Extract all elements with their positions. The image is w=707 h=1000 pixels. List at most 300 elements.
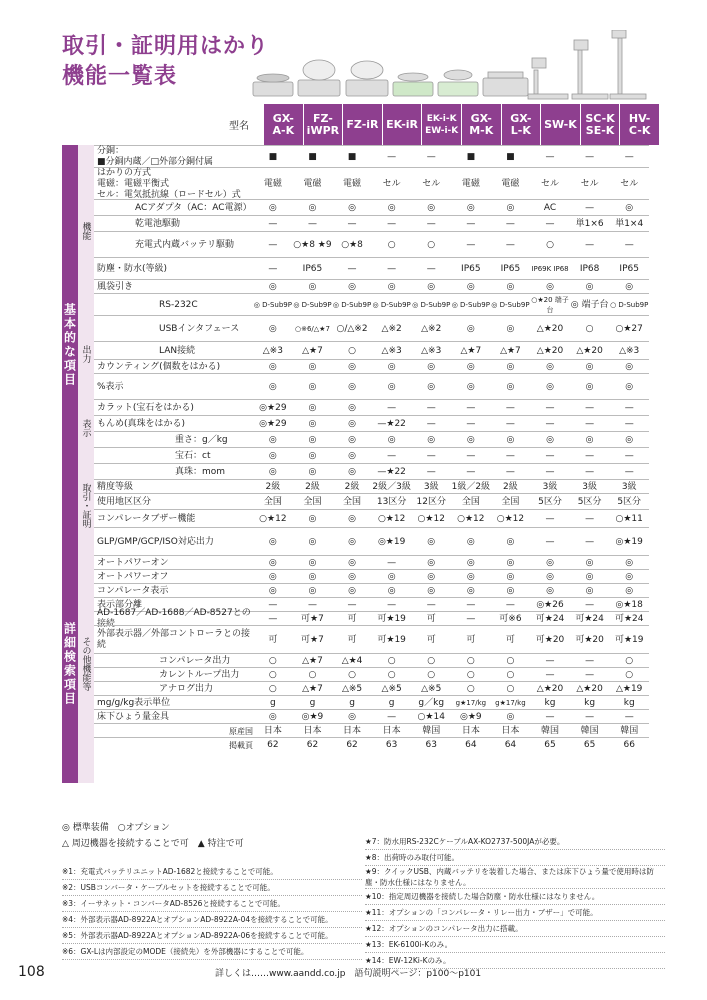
row-label: 充電式内蔵バッテリ駆動 xyxy=(135,239,235,250)
row-label: 分銅： ■分銅内蔵／□外部分銅付属 xyxy=(97,146,214,167)
table-cell: 日本 xyxy=(382,726,401,736)
table-cell: ◎ xyxy=(466,572,475,582)
table-cell: △★7 xyxy=(500,346,521,356)
table-cell: ◎ xyxy=(625,558,634,568)
table-cell: ◎ xyxy=(506,362,515,372)
row-label: コンパレータ表示 xyxy=(97,585,169,596)
table-cell: ◎ xyxy=(546,382,554,392)
table-cell: ◎ xyxy=(466,362,475,372)
table-cell: — xyxy=(545,467,555,477)
table-cell: ○★14 xyxy=(417,712,445,722)
table-cell: ○★20 端子台 xyxy=(531,296,569,314)
table-cell: ◎ xyxy=(625,586,634,596)
table-cell: — xyxy=(268,614,278,624)
table-row xyxy=(94,341,649,359)
table-cell: — xyxy=(545,656,555,666)
table-cell: ◎ xyxy=(348,419,356,429)
table-cell: 電磁 xyxy=(303,179,322,189)
table-cell: ◎ xyxy=(585,572,594,582)
table-cell: 韓国 xyxy=(422,726,441,736)
table-cell: ○ xyxy=(585,324,594,334)
table-row xyxy=(94,709,649,723)
model-col: SW-K xyxy=(540,104,580,145)
table-cell: △※3 xyxy=(421,346,442,356)
table-cell: 62 xyxy=(306,740,319,750)
table-cell: ◎ xyxy=(466,537,475,547)
table-cell: ◎ xyxy=(348,282,356,292)
table-cell: ◎ xyxy=(268,586,277,596)
table-cell: ◎ xyxy=(308,435,317,445)
table-cell: ◎ xyxy=(427,572,436,582)
table-cell: g xyxy=(270,698,276,708)
note: ★9：クイックUSB、内蔵バッテリを装着した場合、または床下ひょう量で使用時は防塵・防水仕様にはなりません。 xyxy=(365,866,665,889)
table-cell: ◎ D-Sub9P xyxy=(491,301,530,309)
table-cell: ◎ xyxy=(387,362,396,372)
table-cell: ◎ xyxy=(427,537,436,547)
table-cell: 66 xyxy=(623,740,635,750)
table-cell: — xyxy=(505,240,515,250)
model-col: FZ-iR xyxy=(342,104,382,145)
table-cell: ○ xyxy=(387,670,396,680)
table-cell: — xyxy=(466,451,476,461)
table-cell: — xyxy=(426,219,436,229)
table-cell: — xyxy=(585,670,595,680)
table-cell: 5区分 xyxy=(577,497,602,507)
table-cell: 65 xyxy=(544,740,556,750)
table-cell: 63 xyxy=(425,740,437,750)
table-cell: ◎ xyxy=(308,403,317,413)
table-cell: ◎ xyxy=(466,324,475,334)
table-cell: — xyxy=(426,264,436,274)
table-cell: — xyxy=(585,403,595,413)
table-cell: 可 xyxy=(505,635,515,645)
table-cell: — xyxy=(585,203,595,213)
table-cell: △★7 xyxy=(302,684,323,694)
row-label: 真珠：mom xyxy=(175,466,226,477)
table-cell: 全国 xyxy=(501,497,520,507)
row-label: 表示部分離 xyxy=(97,599,143,610)
table-cell: ◎ xyxy=(268,362,277,372)
row-label: 精度等級 xyxy=(97,481,134,492)
table-cell: 電磁 xyxy=(501,179,520,189)
table-cell: 日本 xyxy=(501,726,520,736)
table-row xyxy=(94,373,649,399)
table-cell: ◎ xyxy=(308,514,317,524)
table-cell: — xyxy=(585,712,595,722)
row-label: 使用地区区分 xyxy=(97,496,152,507)
table-cell: 可★24 xyxy=(575,614,604,624)
table-cell: 3級 xyxy=(621,482,637,492)
note: ※4：外部表示器AD-8922AとオプションAD-8922A-04を接続することで可能。 xyxy=(62,912,362,928)
row-label: RS-232C xyxy=(159,299,198,310)
table-cell: ◎ xyxy=(348,435,356,445)
table-cell: 2級 xyxy=(344,482,360,492)
table-row xyxy=(94,493,649,509)
model-col: EK-i-K EW-i-K xyxy=(421,104,461,145)
model-col: GX- M-K xyxy=(461,104,501,145)
table-cell: — xyxy=(466,219,476,229)
table-cell: △※3 xyxy=(262,346,283,356)
note: ★12：オプションのコンパレータ出力に搭載。 xyxy=(365,921,665,937)
table-cell: ◎ xyxy=(506,282,515,292)
table-cell: ◎ xyxy=(348,586,356,596)
table-cell: 可 xyxy=(268,635,278,645)
table-cell: — xyxy=(585,514,595,524)
table-cell: IP65 xyxy=(619,264,639,274)
table-cell: セル xyxy=(541,179,560,189)
table-row xyxy=(94,359,649,373)
table-cell: △★7 xyxy=(302,656,323,666)
table-cell: — xyxy=(624,451,634,461)
table-cell: ◎ D-Sub9P xyxy=(332,301,372,309)
note: ★7：防水用RS-232CケーブルAX-KO2737-500JAが必要。 xyxy=(365,834,665,850)
row-label: 風袋引き xyxy=(97,281,134,292)
row-label: mg/g/kg表示単位 xyxy=(97,697,171,708)
table-cell: ◎ xyxy=(308,537,317,547)
table-row xyxy=(94,583,649,597)
table-cell: — xyxy=(545,152,555,162)
table-cell: 可 xyxy=(466,635,476,645)
table-cell: ◎★19 xyxy=(615,537,643,547)
table-cell: ◎ xyxy=(387,382,396,392)
table-cell: ◎ xyxy=(466,382,475,392)
table-cell: ◎★9 xyxy=(460,712,482,722)
table-cell: ◎ xyxy=(427,435,436,445)
note: ※5：外部表示器AD-8922AとオプションAD-8922A-06を接続することで可能。 xyxy=(62,928,362,944)
table-cell: ■ xyxy=(466,152,476,162)
table-cell: ◎ xyxy=(348,382,356,392)
table-cell: △★19 xyxy=(615,684,643,694)
row-label: カラット(宝石をはかる) xyxy=(97,402,194,413)
table-cell: ◎★19 xyxy=(377,537,406,547)
table-cell: ○★8 ★9 xyxy=(293,240,332,250)
table-cell: 単1×6 xyxy=(575,219,604,229)
table-cell: ◎ xyxy=(268,451,277,461)
table-cell: 3級 xyxy=(582,482,597,492)
table-cell: — xyxy=(426,419,436,429)
table-cell: IP65 xyxy=(500,264,521,274)
table-cell: ■ xyxy=(268,152,278,162)
table-cell: — xyxy=(505,467,515,477)
table-row xyxy=(94,608,649,629)
table-row xyxy=(94,527,649,555)
table-cell: ◎ xyxy=(268,203,277,213)
table-cell: — xyxy=(585,600,595,610)
table-cell: — xyxy=(545,451,555,461)
table-cell: ◎ xyxy=(585,586,594,596)
row-label: %表示 xyxy=(97,381,124,392)
table-cell: — xyxy=(585,451,595,461)
table-cell: △※3 xyxy=(381,346,402,356)
row-label: カレントループ出力 xyxy=(159,669,240,680)
table-cell: △★7 xyxy=(460,346,482,356)
table-cell: ◎ xyxy=(506,586,515,596)
table-cell: ◎ xyxy=(387,586,396,596)
table-cell: ○★12 xyxy=(259,514,287,524)
table-cell: ◎ xyxy=(308,203,317,213)
table-cell: g／kg xyxy=(418,698,445,708)
table-cell: △★20 xyxy=(576,346,603,356)
table-cell: — xyxy=(624,403,634,413)
table-cell: ◎ xyxy=(268,558,277,568)
table-cell: — xyxy=(387,152,397,162)
table-cell: ○ xyxy=(387,240,396,250)
table-cell: 可 xyxy=(347,614,357,624)
table-cell: ◎ xyxy=(308,558,317,568)
row-label: GLP/GMP/GCP/ISO対応出力 xyxy=(97,536,214,547)
table-cell: ◎ xyxy=(308,362,317,372)
note: ※1：充電式バッテリユニットAD-1682と接続することで可能。 xyxy=(62,864,362,880)
table-cell: — xyxy=(387,712,397,722)
table-cell: ◎ xyxy=(625,362,634,372)
table-cell: — xyxy=(426,467,436,477)
table-cell: 全国 xyxy=(461,497,480,507)
table-cell: 5区分 xyxy=(617,497,642,507)
table-cell: ○★8 xyxy=(341,240,363,250)
table-cell: 63 xyxy=(385,740,398,750)
table-cell: ◎ xyxy=(348,403,356,413)
table-cell: ○★12 xyxy=(417,514,445,524)
table-cell: ◎ xyxy=(268,572,277,582)
table-cell: — xyxy=(505,419,515,429)
model-header xyxy=(225,104,659,145)
table-cell: ◎ xyxy=(427,586,436,596)
table-cell: △★20 xyxy=(576,684,603,694)
note: ※6：GX-Lは内部設定のMODE（接続先）を外部機器にすることで可能。 xyxy=(62,944,362,960)
table-cell: — xyxy=(585,152,595,162)
table-cell: ◎ xyxy=(268,324,277,334)
table-cell: ◎ D-Sub9P xyxy=(372,301,411,309)
table-cell: 可★24 xyxy=(614,614,644,624)
table-cell: 電磁 xyxy=(263,179,282,189)
table-cell: — xyxy=(624,240,634,250)
table-cell: — xyxy=(307,219,317,229)
table-cell: 12区分 xyxy=(416,497,446,507)
table-cell: — xyxy=(585,537,595,547)
table-cell: — xyxy=(624,419,634,429)
row-label: コンパレータ出力 xyxy=(159,655,231,666)
table-cell: ○ xyxy=(546,240,554,250)
table-cell: 可 xyxy=(347,635,357,645)
table-cell: — xyxy=(426,451,436,461)
table-cell: △※5 xyxy=(381,684,402,694)
table-cell: kg xyxy=(544,698,556,708)
func-label: 機能 xyxy=(78,145,94,317)
table-cell: ◎ xyxy=(268,537,277,547)
table-cell: — xyxy=(545,419,555,429)
table-cell: ◎ xyxy=(348,467,356,477)
row-label: オートパワーオン xyxy=(97,557,169,568)
row-label: もんめ(真珠をはかる) xyxy=(97,418,186,429)
table-cell: ○ xyxy=(268,656,277,666)
table-cell: 韓国 xyxy=(580,726,599,736)
row-label: LAN接続 xyxy=(159,345,196,356)
table-row xyxy=(94,215,649,231)
table-cell: ◎ xyxy=(546,586,554,596)
table-cell: 可★7 xyxy=(301,635,324,645)
table-cell: — xyxy=(585,467,595,477)
table-cell: ◎ xyxy=(546,435,554,445)
table-row xyxy=(94,431,649,447)
table-row xyxy=(94,315,649,341)
table-cell: 2級 xyxy=(305,482,320,492)
table-cell: ○★11 xyxy=(615,514,643,524)
table-cell: 13区分 xyxy=(376,497,407,507)
table-cell: — xyxy=(466,240,476,250)
table-cell: ◎ xyxy=(506,382,515,392)
row-label: オートパワーオフ xyxy=(97,571,169,582)
scale-products-image xyxy=(248,30,648,110)
table-cell: kg xyxy=(584,698,596,708)
table-cell: ○★12 xyxy=(496,514,525,524)
table-cell: — xyxy=(545,537,555,547)
table-cell: 5区分 xyxy=(538,497,562,507)
row-label: アナログ出力 xyxy=(159,683,214,694)
table-row xyxy=(94,479,649,493)
model-col: EK-iR xyxy=(382,104,422,145)
table-cell: ◎ xyxy=(466,435,475,445)
note: ★14：EW-12Ki-Kのみ。 xyxy=(365,953,665,969)
table-cell: g★17/kg xyxy=(455,699,487,707)
table-row xyxy=(94,231,649,257)
table-cell: 日本 xyxy=(263,726,282,736)
table-cell: — xyxy=(466,419,476,429)
table-cell: ○ xyxy=(348,670,356,680)
row-label: 外部表示器／外部コントローラとの接続 xyxy=(97,629,251,650)
table-row xyxy=(94,279,649,293)
table-cell: — xyxy=(505,451,515,461)
table-cell: ○ xyxy=(625,656,634,666)
table-cell: — xyxy=(624,712,634,722)
table-cell: △★7 xyxy=(302,346,323,356)
table-cell: ■ xyxy=(506,152,515,162)
table-cell: ◎ xyxy=(308,572,317,582)
table-cell: ○ xyxy=(308,670,317,680)
table-cell: — xyxy=(466,600,476,610)
table-cell: ◎ xyxy=(348,203,356,213)
table-row xyxy=(94,555,649,569)
table-cell: — xyxy=(426,600,436,610)
table-cell: ◎ xyxy=(466,203,475,213)
table-cell: ○/△※2 xyxy=(336,324,368,334)
note: ※2：USBコンバータ・ケーブルセットを接続することで可能。 xyxy=(62,880,362,896)
table-cell: — xyxy=(347,600,357,610)
table-cell: ◎ xyxy=(585,558,594,568)
table-row xyxy=(94,199,649,215)
table-cell: ◎ xyxy=(625,203,634,213)
table-cell: △★4 xyxy=(341,656,363,666)
table-cell: △※2 xyxy=(421,324,442,334)
table-cell: 2級 xyxy=(503,482,518,492)
table-cell: ◎ xyxy=(308,419,317,429)
table-cell: 可 xyxy=(426,614,436,624)
table-cell: ○ xyxy=(625,670,634,680)
row-label: 乾電池駆動 xyxy=(135,218,181,229)
table-cell: — xyxy=(307,600,317,610)
table-cell: ◎ xyxy=(427,282,436,292)
table-cell: ◎ xyxy=(625,435,634,445)
row-label: ACアダプタ（AC：AC電源） xyxy=(135,202,252,213)
detail-items-label: 詳細検索項目 xyxy=(62,545,78,783)
model-col: GX- L-K xyxy=(501,104,541,145)
table-cell: ○ xyxy=(387,656,396,666)
table-cell: — xyxy=(545,514,555,524)
row-label: はかりの方式 電磁：電磁平衡式 セル：電気抵抗線（ロードセル）式 xyxy=(97,167,241,200)
row-label: 重さ：g／kg xyxy=(175,434,228,445)
table-cell: 電磁 xyxy=(343,179,362,189)
table-cell: ◎ xyxy=(506,203,515,213)
table-cell: 62 xyxy=(346,740,358,750)
table-cell: 可★19 xyxy=(614,635,644,645)
table-cell: ◎ xyxy=(308,282,317,292)
table-cell: セル xyxy=(580,179,599,189)
legend: ◎ 標準装備 ○オプション △ 周辺機器を接続することで可 ▲ 特注で可 xyxy=(62,823,244,849)
table-cell: ◎ xyxy=(466,282,475,292)
table-cell: 3級 xyxy=(423,482,439,492)
footer-link[interactable]: 詳しくは……www.aandd.co.jp 語句説明ページ：p100〜p101 xyxy=(215,969,482,979)
table-cell: 可★20 xyxy=(575,635,604,645)
table-cell: ○★27 xyxy=(615,324,643,334)
row-label: 宝石：ct xyxy=(175,450,211,461)
table-cell: ◎ xyxy=(427,382,436,392)
table-cell: ○ xyxy=(427,670,436,680)
table-cell: ○ xyxy=(506,670,515,680)
table-cell: △※5 xyxy=(341,684,363,694)
table-cell: 可★20 xyxy=(535,635,565,645)
table-cell: — xyxy=(268,264,278,274)
table-cell: — xyxy=(426,152,436,162)
table-cell: — xyxy=(387,264,397,274)
table-cell: ◎ xyxy=(308,382,317,392)
table-cell: ◎ xyxy=(268,712,277,722)
table-cell: ◎ xyxy=(506,572,515,582)
table-cell: ○ xyxy=(506,684,515,694)
trade-label: 取引・証明 xyxy=(78,465,94,545)
table-cell: — xyxy=(426,403,436,413)
table-row xyxy=(94,145,649,167)
table-cell: — xyxy=(268,219,278,229)
table-row xyxy=(94,399,649,415)
table-cell: 全国 xyxy=(303,497,322,507)
table-cell: — xyxy=(545,670,555,680)
table-cell: — xyxy=(505,219,515,229)
table-cell: ○ xyxy=(268,684,277,694)
table-cell: セル xyxy=(422,179,441,189)
table-cell: — xyxy=(268,600,278,610)
table-cell: ○※6/△★7 xyxy=(295,325,330,333)
note: ※3：イーサネット・コンバータAD-8526と接続することで可能。 xyxy=(62,896,362,912)
table-cell: セル xyxy=(620,179,639,189)
table-cell: ◎ xyxy=(348,537,356,547)
table-cell: g xyxy=(309,698,316,708)
table-cell: ◎ xyxy=(348,712,356,722)
table-cell: IP65 xyxy=(461,264,481,274)
table-cell: — xyxy=(624,467,634,477)
table-cell: AC xyxy=(543,203,557,213)
table-cell: — xyxy=(585,656,595,666)
model-col: FZ- iWPR xyxy=(303,104,343,145)
table-cell: ◎ xyxy=(585,362,594,372)
table-cell: ◎ xyxy=(466,558,475,568)
note: ★13：EK-6100i-Kのみ。 xyxy=(365,937,665,953)
table-cell: △★20 xyxy=(536,346,564,356)
table-cell: ◎ xyxy=(625,382,634,392)
table-cell: 全国 xyxy=(343,497,362,507)
table-cell: ◎ xyxy=(625,572,634,582)
table-cell: ○ D-Sub9P xyxy=(610,301,649,309)
table-cell: ◎ xyxy=(625,282,634,292)
table-cell: — xyxy=(585,240,595,250)
